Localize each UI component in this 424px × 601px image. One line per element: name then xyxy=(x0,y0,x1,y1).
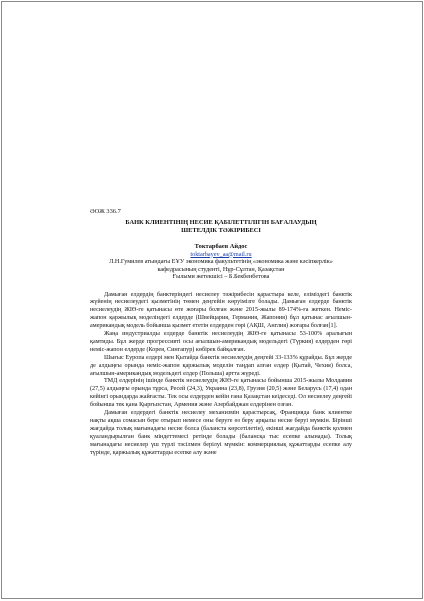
affiliation-line: кафедрасының студенті, Нұр-Сұлтан, Қазақстан xyxy=(157,265,285,273)
affiliation-line: Л.Н.Гумилев атындағы ЕҰУ экономика факультетінің «экономика және кәсіпкерлік» xyxy=(109,258,333,265)
udc-code: ӘОЖ 336.7 xyxy=(90,208,121,215)
affiliation xyxy=(90,258,352,281)
body-paragraph: Жаңа индустриалды елдерде банктік несиелеудің ЖІӨ-ге қатынасы 53-100% аралығын қамтиды. Бұл жерде прогрессивті осы ағылшын-американдық модельдегі (Түркия) елдерден гөрі неміс-жапон елдерде (Корея, Сингапур) көбірек байқалған. xyxy=(90,331,352,353)
body-paragraph: Дамыған елдердің банктеріндегі несиелеу тәжірибесін қарастыра келе, еліміздегі банктік жүйенің несиелеудегі қызметінің төмен деңгейін көруімізге болады. Дамыған елдерде банктік несиелеудің ЖІӨ-ге қатынасы өте жоғары болған және 2015-жылы 89-174%-ға жеткен. Неміс-жапон қаржылық моделіндегі елдерде (Швейцария, Германия, Жапония) бұл қатынас ағылшын-американдық модель бойынша қызмет ететін елдерден гөрі (АҚШ, Англия) жоғары болған[1]. xyxy=(90,291,352,330)
body-paragraph: ТМД елдерінің ішінде банктік несиелеудің ЖІӨ-ге қатынасы бойынша 2015-жылы Молдавия (27,5) алдыңғы орында тұрса, Ресей (24,3), Украина (23,8), Грузия (20,5) және Беларусь (17,4) одан кейінгі орындарда жайғасты. Тек осы елдерден кейін ғана Қазақстан кеідеседі. Ол несиелеу деңгейі бойынша тек қана Қырғызстан, Армения және Азербайджан елдерінен озған. xyxy=(90,378,352,409)
body-paragraph: Дамыған елдердегі банктік несиелеу механизмін қарастырсақ, Францияда банк клиентке нақты ақша сомасын бере отырып немесе оны беруге өз беру арқылы несие беруі мүмкін. Бірінші жағдайда толық мағынадағы несие болса (баланста көрсетілетін), екінші жағдайда банктік қолмен қуаландырылған банк міндеттемесі ретінде болады (балансқа тыс есепке алынады). Толық мағынадағы несиелер үш түрлі тәсілмен берілуі мүмкін: коммерциялық құжаттарды есепке алу түрінде, қаржылық құжаттарды есепке алу және xyxy=(90,410,352,456)
supervisor-line: Ғылыми жетекшісі – Б.Бекбенбетова xyxy=(172,273,270,280)
body-paragraph: Шығыс Еуропа елдері мен Қытайда банктік несиелеудің деңгейі 33-133% құрайды. Бұл жерде де алдыңғы орында неміс-жапон қаржылық моделін таңдап алған елдер (Қытай, Чехия) болса, ағылшын-американдық модельдегі елдер (Польша) артта жүреді. xyxy=(90,354,352,377)
title-line: БАНК КЛИЕНТІНІҢ НЕСИЕ ҚАБІЛЕТТІЛІГІН БАҒАЛАУДЫҢ xyxy=(125,219,317,226)
title-line: ШЕТЕЛДІК ТӘЖІРИБЕСІ xyxy=(181,227,261,234)
article xyxy=(90,208,352,458)
article-title xyxy=(90,219,352,235)
author-name: Токтарбаев Айдос xyxy=(194,243,248,250)
author-email-link[interactable]: toktarbayev_aa@mail.ru xyxy=(190,250,252,258)
article-body xyxy=(90,292,352,458)
document-page xyxy=(1,1,423,599)
